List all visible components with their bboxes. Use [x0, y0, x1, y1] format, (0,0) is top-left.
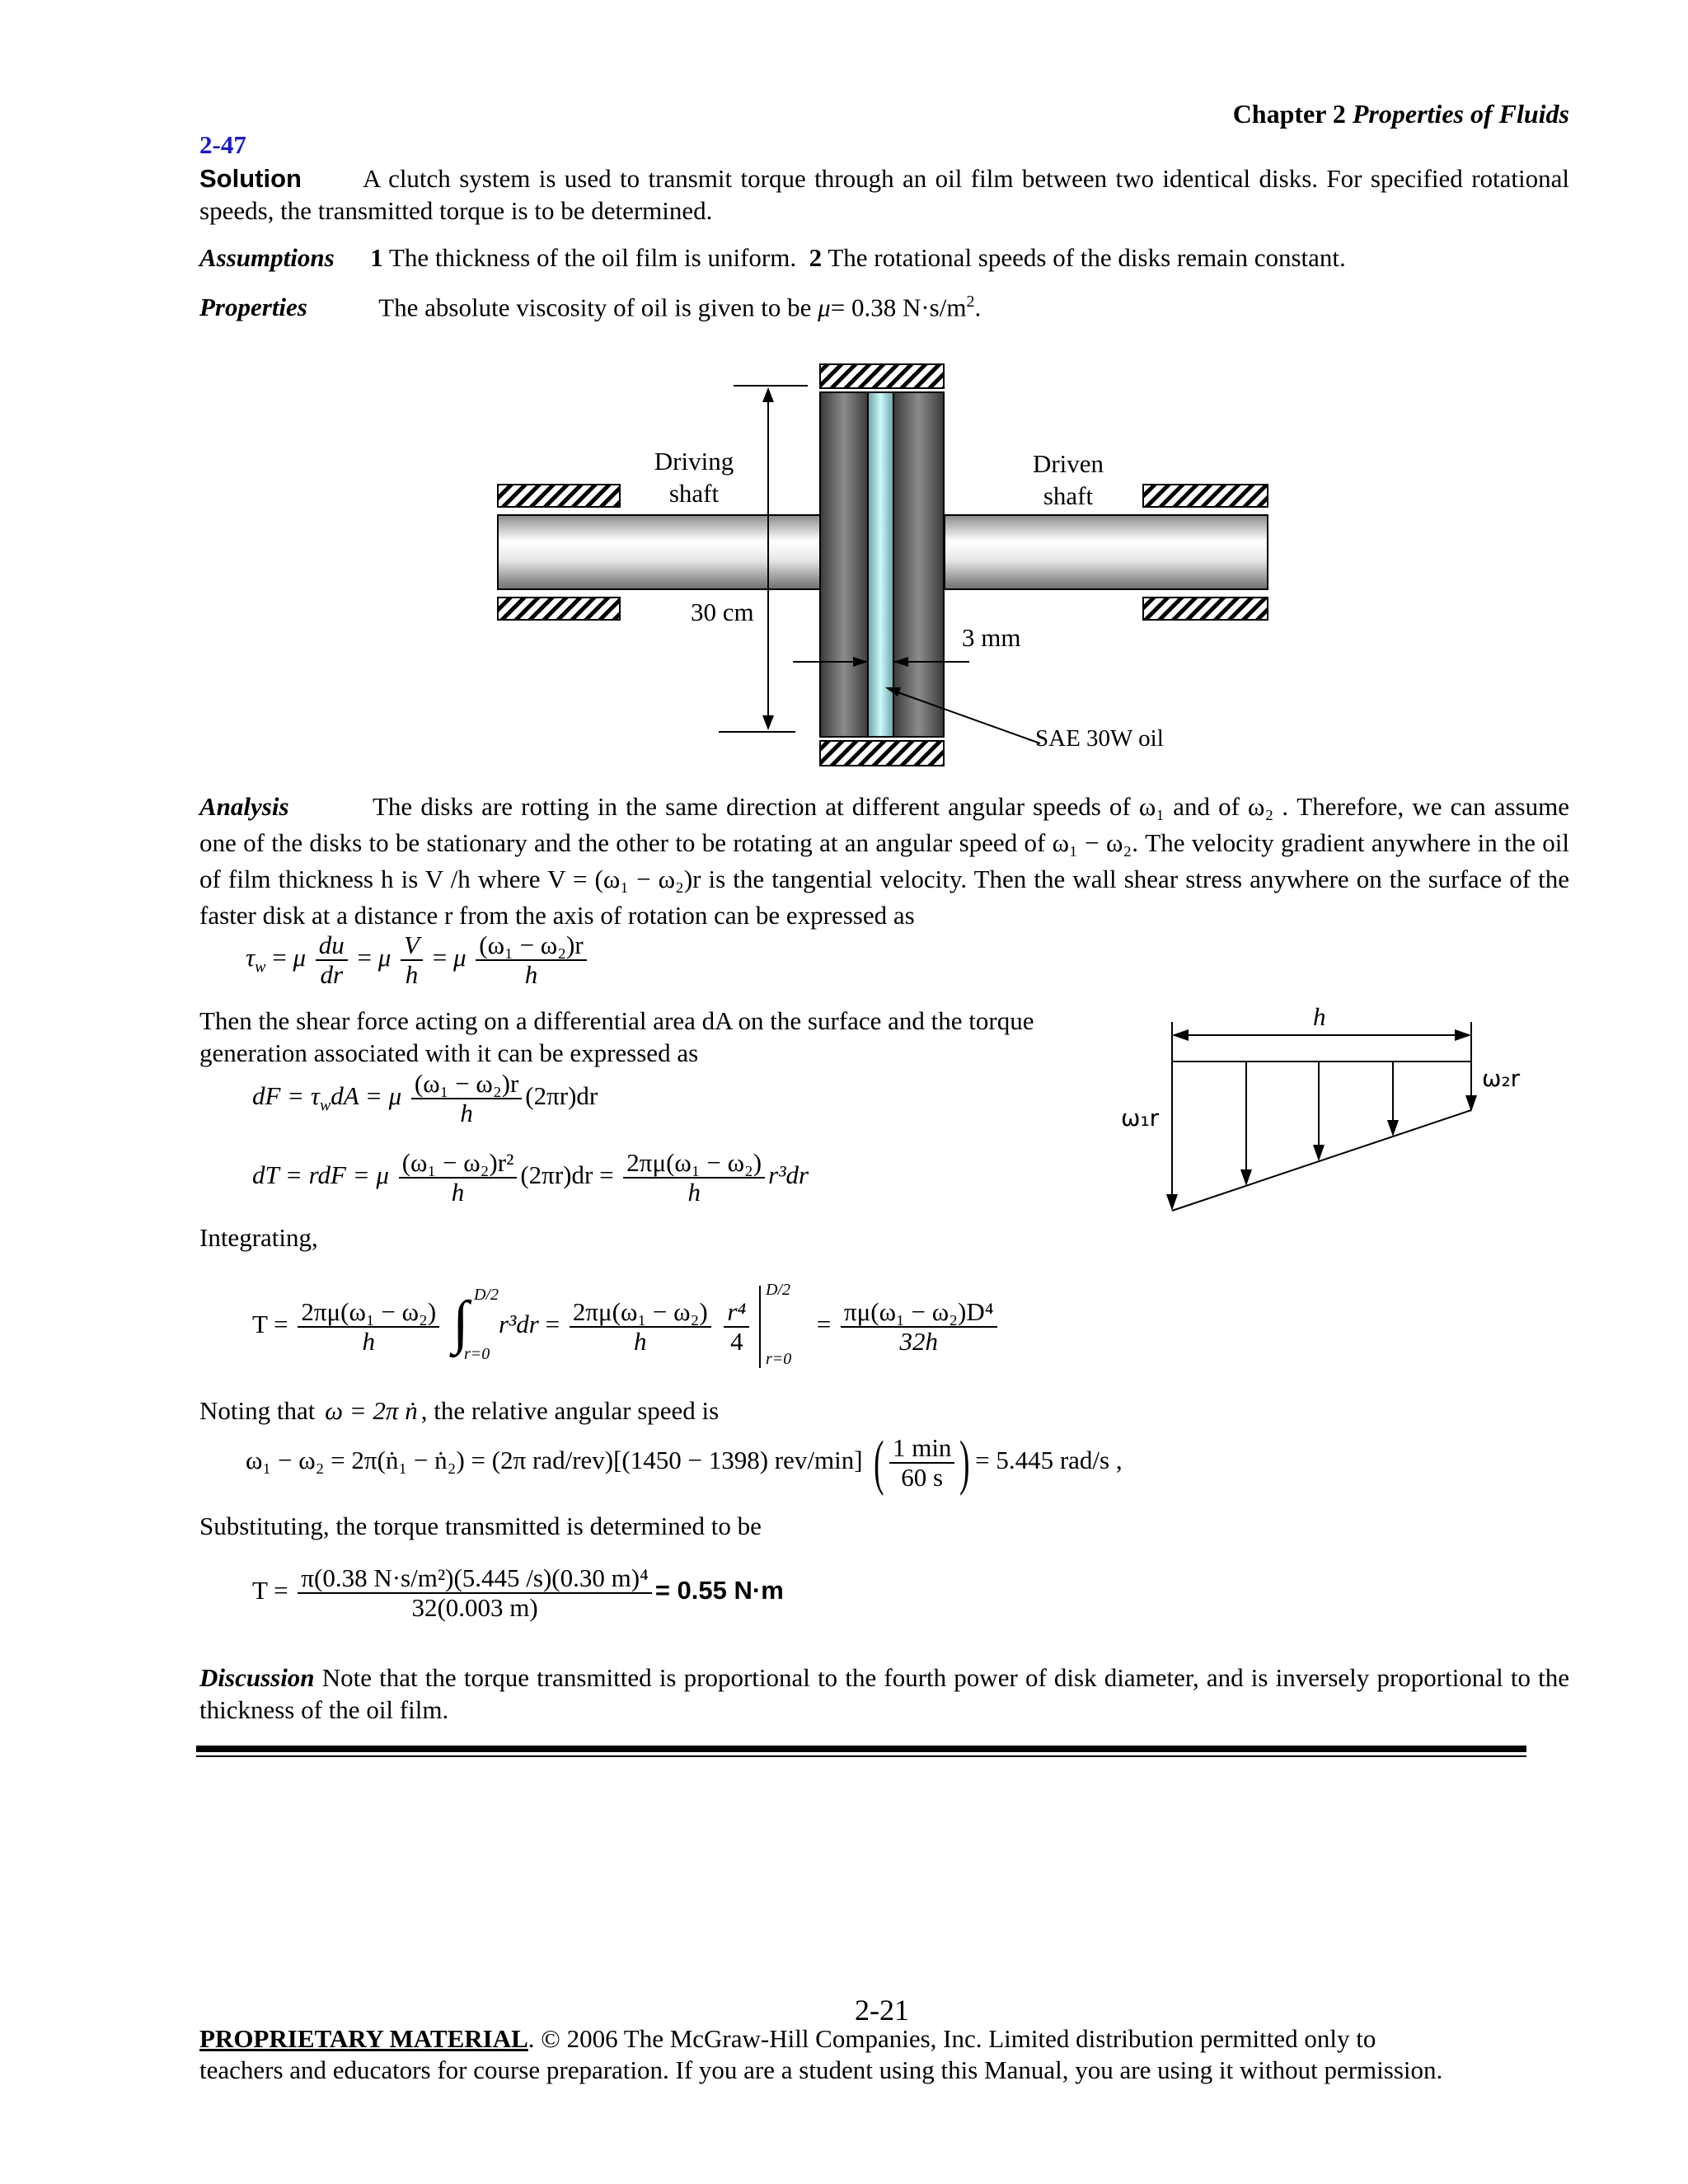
profile-w2r-label: ω₂r — [1482, 1065, 1521, 1092]
r3dr: r³dr — [498, 1310, 539, 1339]
torque-integral-equation: T = $\frac{\text{2πμ(ω₁ − ω₂)}}{h}$ ∫ D/2 r=0 r³dr = $\frac{\text{2πμ(ω₁ − ω₂)}}{h}$ $\frac{\text{r⁴}}{4}$ D/2 r=0 = $\frac{\text{πμ(ω₁ − ω₂)D⁴}}{32h}$ — [252, 1286, 1001, 1368]
properties-text: The absolute viscosity of oil is given to be — [378, 293, 812, 322]
tau-sub: w — [255, 958, 266, 977]
du: du — [316, 931, 348, 961]
two-pi-r-dr: (2πr)dr — [525, 1081, 598, 1111]
right-paren: ) — [959, 1429, 970, 1497]
h: h — [524, 960, 538, 989]
oil-label: SAE 30W oil — [1035, 725, 1164, 752]
noting-text-1: Noting that — [199, 1396, 316, 1425]
chapter-title: Properties of Fluids — [1352, 99, 1569, 129]
two-pi-mu: 2πμ(ω₁ − ω₂) — [570, 1298, 711, 1328]
properties-label: Properties — [199, 293, 307, 322]
dr: dr — [320, 960, 344, 989]
footer-line-1 — [199, 2024, 1376, 2054]
diameter-label: 30 cm — [691, 598, 754, 626]
arrow-head — [1455, 1029, 1471, 1041]
integrating-label: Integrating, — [199, 1223, 318, 1252]
torque-lhs: T = — [252, 1310, 288, 1339]
solution-label: Solution — [199, 164, 302, 193]
pi-mu-d4: πμ(ω₁ − ω₂)D⁴ — [841, 1298, 997, 1328]
w12r: (ω₁ − ω₂)r — [476, 931, 586, 961]
omega-definition: ω = 2π ṅ — [325, 1396, 418, 1425]
assumptions-label: Assumptions — [199, 243, 335, 272]
arrow-head — [1387, 1120, 1399, 1137]
r3dr: r³dr — [768, 1160, 809, 1190]
viscosity-value: = 0.38 N·s/m — [830, 293, 967, 322]
integral-upper: D/2 — [473, 1286, 499, 1304]
substitution-denominator: 32(0.003 m) — [411, 1593, 538, 1622]
mu-symbol: μ — [818, 293, 831, 322]
discussion-label: Discussion — [199, 1663, 315, 1692]
profile-h-label: h — [1313, 1002, 1326, 1031]
tau-sub: w — [319, 1096, 331, 1115]
noting-text-2: , the relative angular speed is — [420, 1396, 720, 1425]
h: h — [405, 960, 419, 989]
chapter-prefix: Chapter 2 — [1232, 99, 1346, 129]
dF-mid: dA = μ — [331, 1081, 402, 1111]
assumption-1-text: The thickness of the oil film is uniform. — [388, 243, 797, 272]
assumption-2-number: 2 — [809, 243, 823, 272]
left-paren: ( — [874, 1429, 884, 1497]
assumption-2-text: The rotational speeds of the disks remain constant. — [828, 243, 1346, 272]
eval-lower: r=0 — [766, 1350, 792, 1368]
arrow-head — [1465, 1095, 1477, 1112]
sixty-s: 60 s — [901, 1463, 944, 1492]
page-number: 2-21 — [855, 1994, 909, 2027]
proprietary-label: PROPRIETARY MATERIAL — [199, 2024, 528, 2053]
torque-lhs: T = — [252, 1576, 288, 1605]
answer: = 0.55 N·m — [654, 1576, 784, 1605]
h: h — [451, 1178, 465, 1207]
driving-label-2: shaft — [668, 479, 720, 508]
driven-label-2: shaft — [1043, 481, 1094, 510]
dT-equation: dT = rdF = μ $\frac{\text{(ω₁ − ω₂)r²}}{h}$ (2πr)dr = $\frac{\text{2πμ(ω₁ − ω₂)}}{h}$ r³dr — [252, 1148, 809, 1207]
h: h — [460, 1099, 473, 1127]
dT-lhs: dT = rdF = μ — [252, 1160, 389, 1190]
two-pi-mu: 2πμ(ω₁ − ω₂) — [298, 1298, 439, 1328]
w12r: (ω₁ − ω₂)r — [411, 1070, 522, 1099]
w12r2: (ω₁ − ω₂)r² — [399, 1149, 518, 1179]
footer-line-2: teachers and educators for course preparation. If you are a student using this Manual, you are using it without permission. — [199, 2055, 1443, 2084]
dF-lhs: dF = τ — [252, 1081, 320, 1111]
viscosity-exp: 2 — [966, 293, 975, 311]
profile-w1r-label: ω₁r — [1121, 1104, 1160, 1132]
one-min: 1 min — [889, 1434, 954, 1464]
divider-thin — [196, 1755, 1526, 1757]
arrow-head — [1166, 1194, 1178, 1211]
analysis-text: The disks are rotting in the same direction at different angular speeds of ω₁ and of ω₂ . Therefore, we can assume one of the disks to be stationary and the other to be rotating at an angular speed of ω₁ − ω₂. The velocity gradient anywhere in the oil of film thickness h is V /h where V = (ω₁ − ω₂)r is the tangential velocity. Then the wall shear stress anywhere on the surface of the faster disk at a distance r from the axis of rotation can be expressed as — [199, 792, 1569, 930]
assumption-1-number: 1 — [370, 243, 383, 272]
r4: r⁴ — [724, 1298, 749, 1328]
shear-force-paragraph: Then the shear force acting on a differential area dA on the surface and the torque generation associated with it can be expressed as — [199, 1006, 1034, 1067]
profile-line — [1172, 1110, 1471, 1211]
substitution-numerator: π(0.38 N·s/m²)(5.445 /s)(0.30 m)⁴ — [298, 1564, 651, 1594]
h: h — [687, 1178, 701, 1207]
discussion-text: Note that the torque transmitted is proportional to the fourth power of disk diameter, and is inversely proportional to the thickness of the oil film. — [199, 1663, 1569, 1724]
gap-label: 3 mm — [962, 623, 1021, 652]
footer-text-1: . © 2006 The McGraw-Hill Companies, Inc. Limited distribution permitted only to — [528, 2024, 1376, 2053]
integral-sign: ∫ — [452, 1289, 469, 1355]
tau-symbol: τ — [246, 943, 256, 972]
driving-label-1: Driving — [654, 447, 734, 476]
properties-end: . — [974, 293, 982, 322]
v: V — [401, 931, 423, 961]
eval-upper: D/2 — [766, 1281, 791, 1299]
integral-lower: r=0 — [463, 1345, 490, 1363]
discussion-paragraph — [199, 1661, 1569, 1726]
arrow-head — [1240, 1169, 1252, 1186]
h: h — [634, 1327, 647, 1356]
arrow-head — [1172, 1029, 1189, 1041]
shear-stress-equation: $\tau_w = \mu$ $\frac{du}{dr}$ = μ $\frac{V}{h}$ = μ $\frac{\text{(ω₁ − ω₂)r}}{h}$ — [246, 931, 590, 989]
arrow-head — [1313, 1145, 1325, 1161]
analysis-label: Analysis — [199, 792, 289, 821]
four: 4 — [730, 1327, 743, 1356]
problem-number: 2-47 — [199, 130, 246, 159]
two-pi-r-dr: (2πr)dr — [520, 1160, 593, 1190]
divider-thick — [196, 1746, 1526, 1752]
thirty-two-h: 32h — [899, 1327, 939, 1356]
omega-line-lhs: ω₁ − ω₂ = 2π(ṅ₁ − ṅ₂) = (2π rad/rev)[(1450 − 1398) rev/min] — [246, 1446, 863, 1475]
solution-text: A clutch system is used to transmit torque through an oil film between two identical disks. For specified rotational speeds, the transmitted torque is to be determined. — [199, 164, 1569, 225]
two-pi-mu: 2πμ(ω₁ − ω₂) — [623, 1149, 765, 1179]
omega-result: = 5.445 rad/s , — [975, 1446, 1123, 1475]
h: h — [362, 1327, 376, 1356]
substituting-label: Substituting, the torque transmitted is determined to be — [199, 1511, 762, 1540]
driven-label-1: Driven — [1032, 449, 1104, 478]
